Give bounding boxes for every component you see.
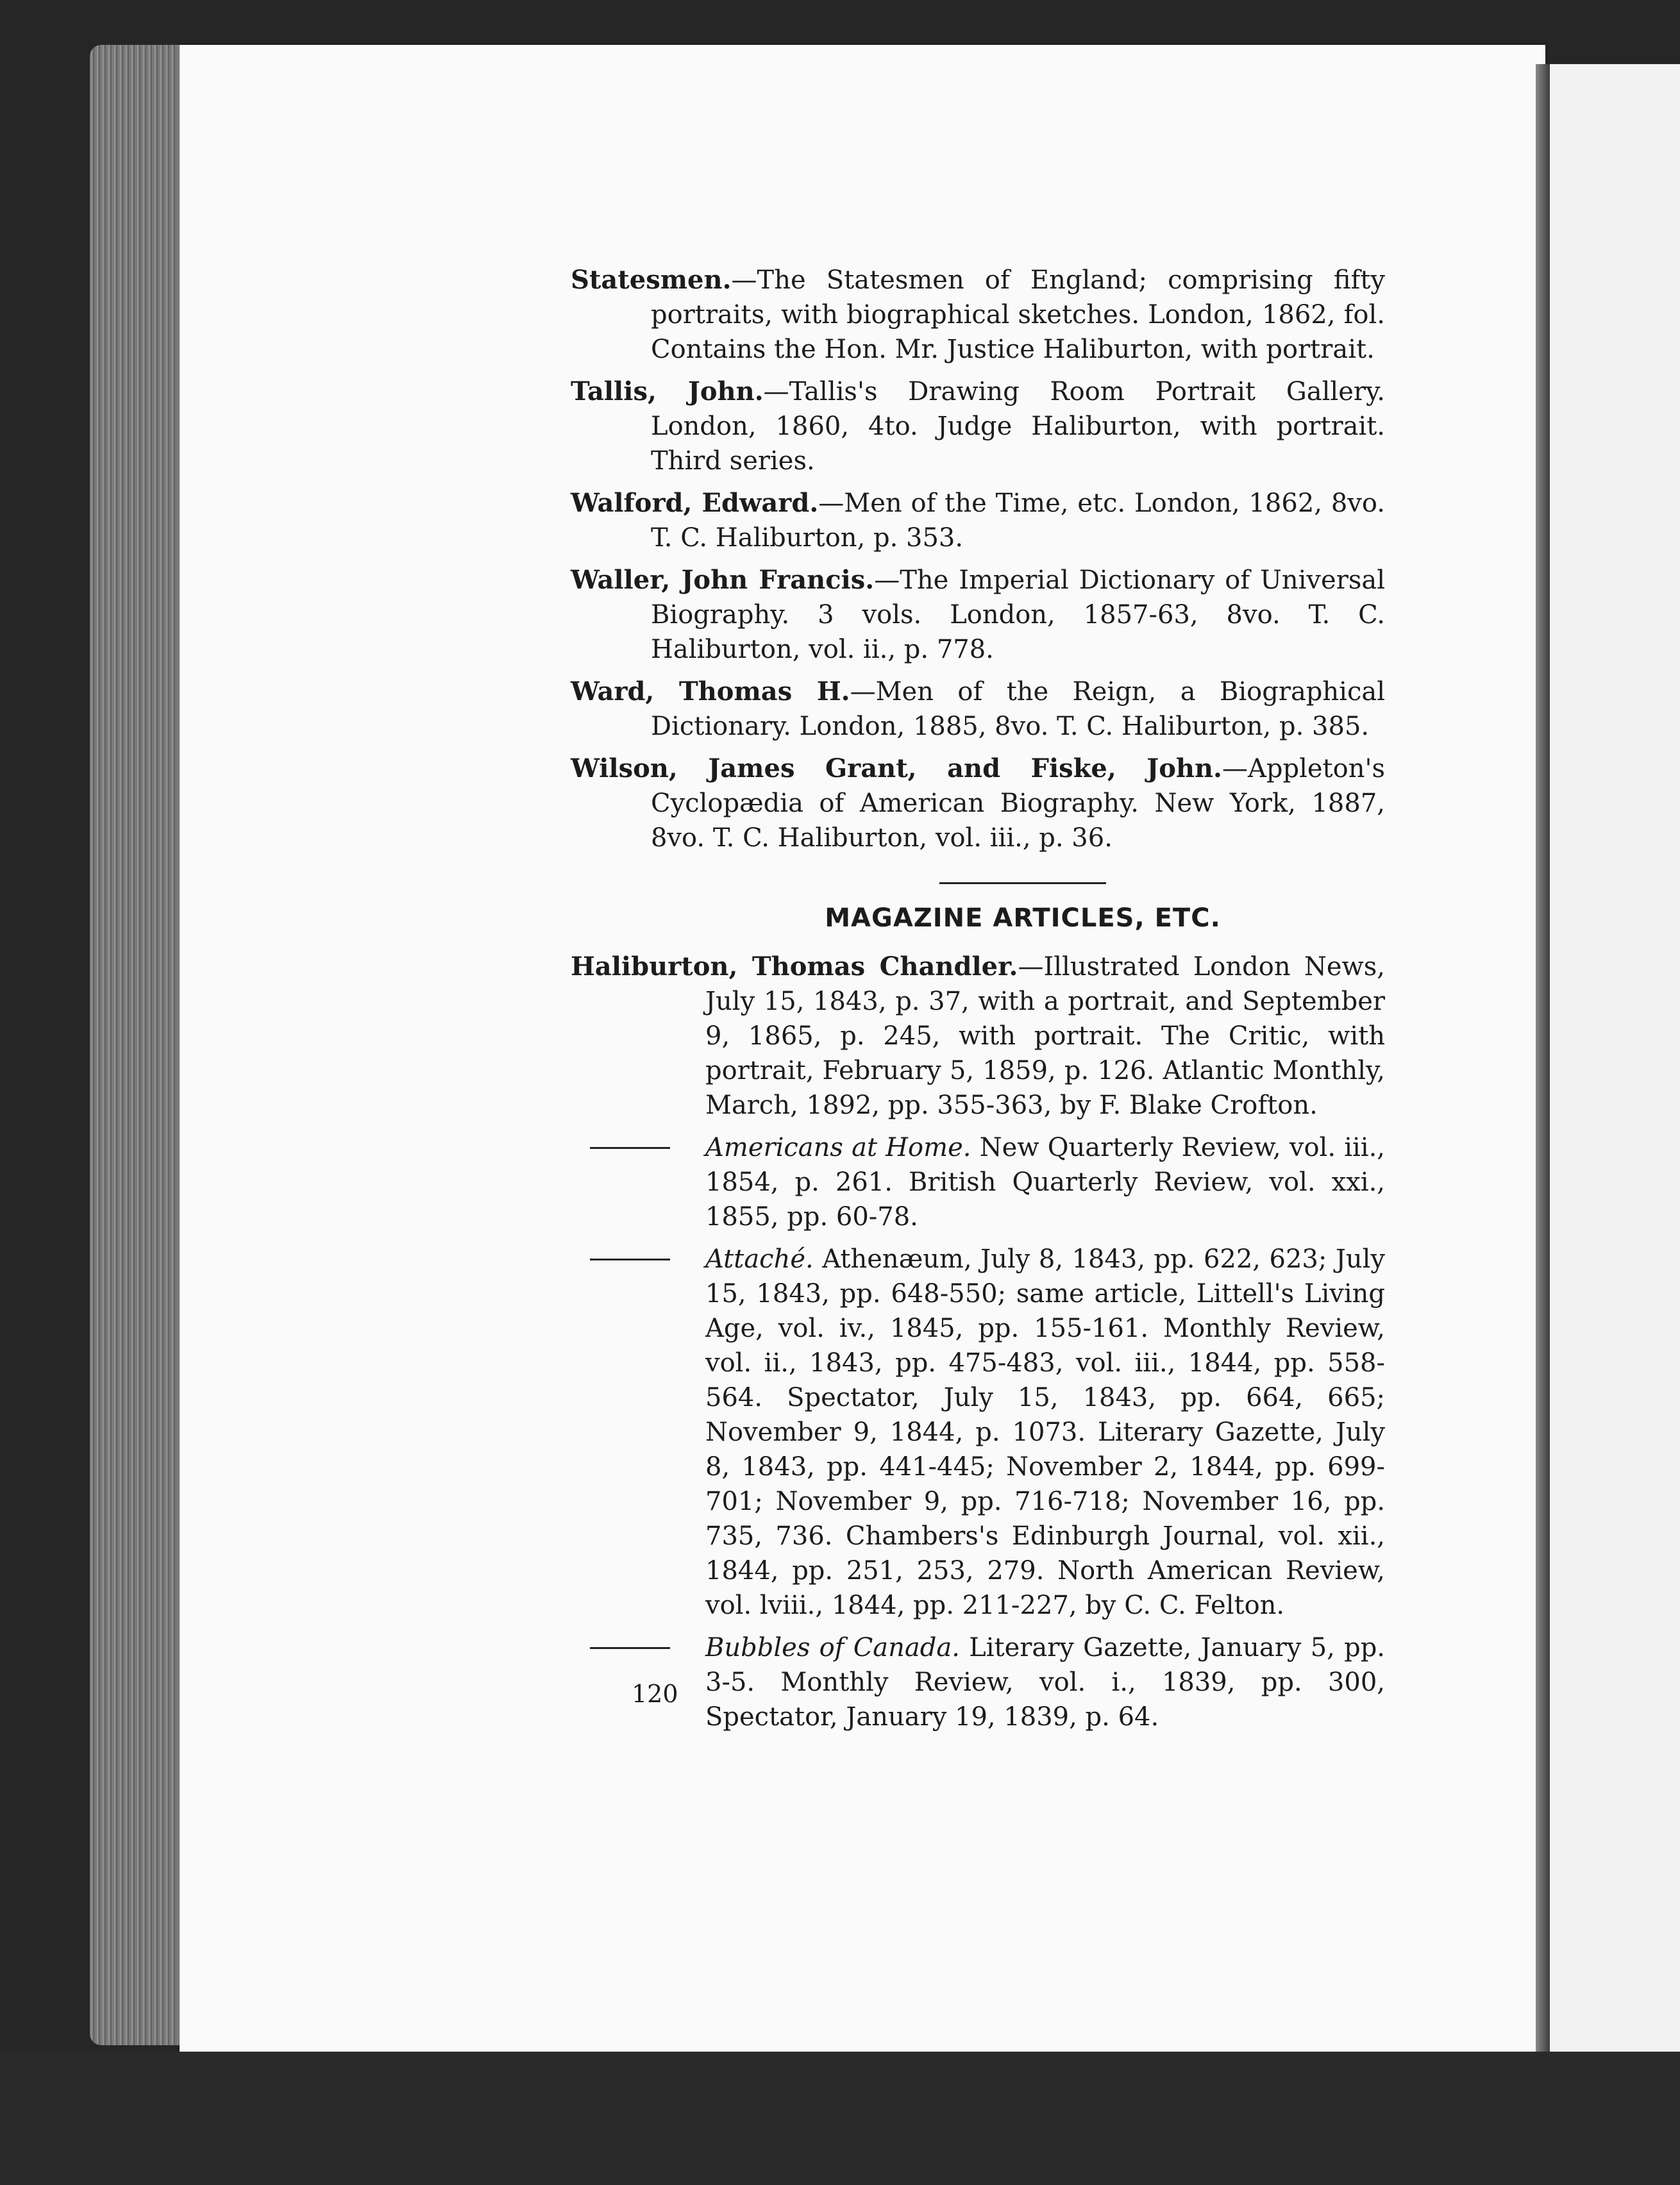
entry-text: —The Statesmen of England; comprising fifty portraits, with biographical sketches. London, 1862, fol. Contains the Hon. Mr. Justice Haliburton, with portrait.	[651, 265, 1385, 364]
sub-entry	[571, 1130, 1385, 1234]
article-text: —Illustrated London News, July 15, 1843, p. 37, with a portrait, and September 9, 1865, p. 245, with portrait. The Critic, with portrait, February 5, 1859, p. 126. Atlantic Monthly, March, 1892, pp. 355-363, by F. Blake Crofton.	[705, 952, 1385, 1120]
section-divider	[939, 882, 1106, 884]
scan-bottom-margin	[0, 2052, 1680, 2185]
entry-text: —Men of the Reign, a Biographical Dictionary. London, 1885, 8vo. T. C. Haliburton, p. 385.	[651, 677, 1385, 741]
entry-author: Statesmen.	[571, 265, 732, 295]
section-title: MAGAZINE ARTICLES, ETC.	[825, 903, 1221, 933]
page-content	[571, 263, 1385, 1742]
entry-author: Waller, John Francis.	[571, 565, 875, 595]
sub-entry-title: Attaché.	[705, 1244, 814, 1274]
article-entry	[571, 950, 1385, 1123]
entry-text: —Men of the Time, etc. London, 1862, 8vo. T. C. Haliburton, p. 353.	[651, 489, 1385, 553]
entry-author: Wilson, James Grant, and Fiske, John.	[571, 753, 1222, 783]
facing-page-edge	[1550, 64, 1680, 2052]
entry-text: —The Imperial Dictionary of Universal Biography. 3 vols. London, 1857-63, 8vo. T. C. Haliburton, vol. ii., p. 778.	[651, 565, 1385, 664]
entry-author: Ward, Thomas H.	[571, 676, 850, 707]
book-gutter	[1536, 64, 1550, 2052]
entry-text: —Appleton's Cyclopædia of American Biography. New York, 1887, 8vo. T. C. Haliburton, vol. iii., p. 36.	[651, 754, 1385, 853]
bibliography-entry	[571, 674, 1385, 744]
sub-entry	[571, 1242, 1385, 1623]
bibliography-entry	[571, 751, 1385, 855]
bibliography-entry	[571, 563, 1385, 667]
sub-entry-title: Americans at Home.	[705, 1133, 971, 1162]
page-number: 120	[632, 1680, 678, 1708]
sub-entry	[571, 1630, 1385, 1734]
entry-author: Walford, Edward.	[571, 488, 819, 518]
ditto-dash	[590, 1647, 670, 1649]
entry-author: Tallis, John.	[571, 376, 764, 406]
bibliography-entry	[571, 263, 1385, 367]
bibliography-entry	[571, 486, 1385, 555]
sub-entry-title: Bubbles of Canada.	[705, 1633, 960, 1662]
ditto-dash	[590, 1259, 670, 1260]
entry-text: —Tallis's Drawing Room Portrait Gallery. London, 1860, 4to. Judge Haliburton, with portrait. Third series.	[651, 377, 1385, 476]
ditto-dash	[590, 1147, 670, 1149]
bibliography-entry	[571, 374, 1385, 478]
sub-entry-text: Athenæum, July 8, 1843, pp. 622, 623; July 15, 1843, pp. 648-550; same article, Littell's Living Age, vol. iv., 1845, pp. 155-161. Monthly Review, vol. ii., 1843, pp. 475-483, vol. iii., 1844, pp. 558-564. Spectator, July 15, 1843, pp. 664, 665; November 9, 1844, p. 1073. Literary Gazette, July 8, 1843, pp. 441-445; November 2, 1844, pp. 699-701; November 9, pp. 716-718; November 16, pp. 735, 736. Chambers's Edinburgh Journal, vol. xii., 1844, pp. 251, 253, 279. North American Review, vol. lviii., 1844, pp. 211-227, by C. C. Felton.	[705, 1244, 1385, 1620]
sub-entry-text: Literary Gazette, January 5, pp. 3-5. Monthly Review, vol. i., 1839, pp. 300, Spectator, January 19, 1839, p. 64.	[705, 1633, 1386, 1732]
article-subject: Haliburton, Thomas Chandler.	[571, 951, 1018, 982]
sub-entry-text: New Quarterly Review, vol. iii., 1854, p. 261. British Quarterly Review, vol. xxi., 1855, pp. 60-78.	[705, 1133, 1386, 1232]
